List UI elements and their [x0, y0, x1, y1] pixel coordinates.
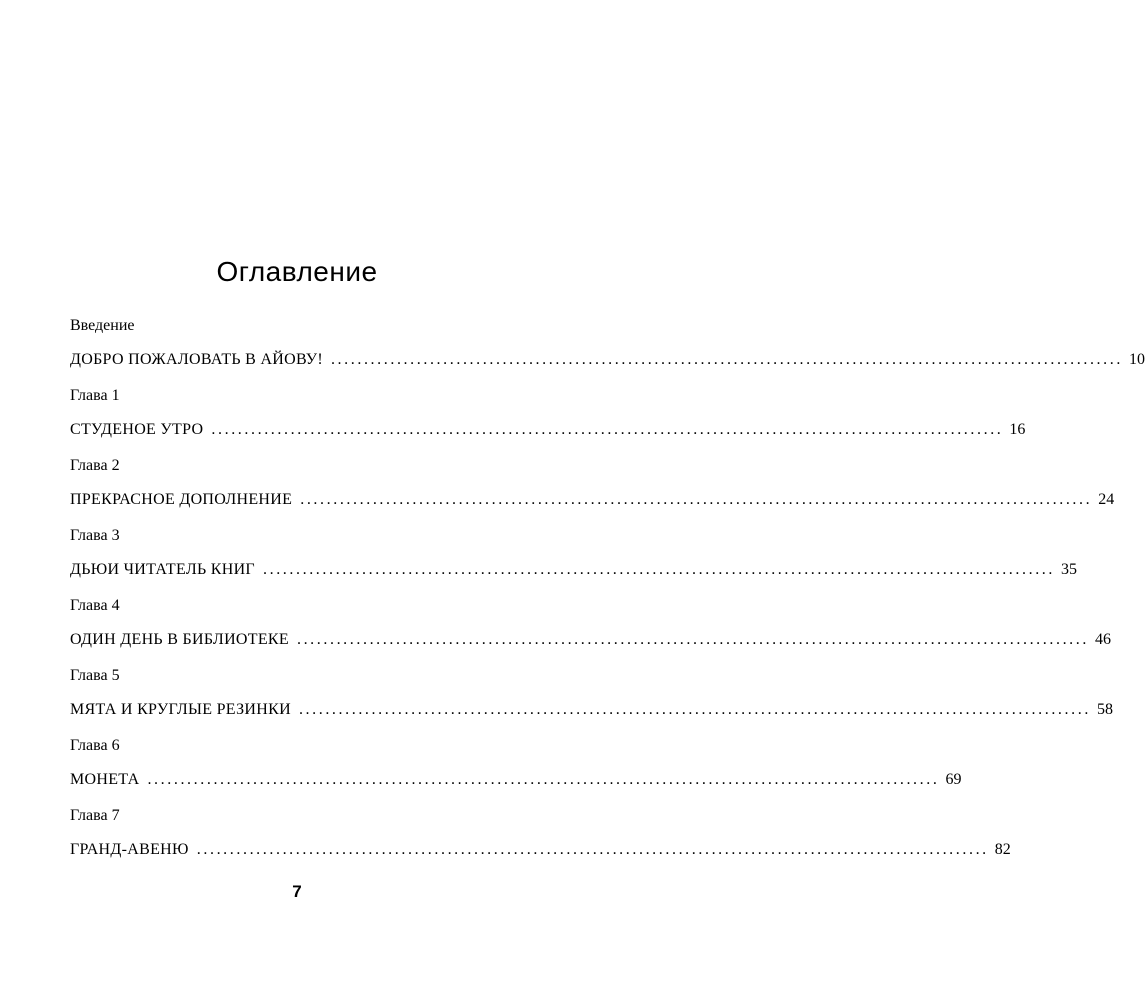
toc-entry	[70, 666, 1113, 736]
chapter-label: Глава 6	[70, 737, 120, 754]
toc-list	[70, 316, 1145, 876]
toc-entry	[70, 386, 1026, 456]
chapter-line[interactable]	[70, 419, 1026, 441]
chapter-title: СТУДЕНОЕ УТРО	[70, 421, 204, 438]
chapter-label: Введение	[70, 317, 135, 334]
page-number: 69	[945, 771, 962, 788]
chapter-title: МОНЕТА	[70, 771, 140, 788]
toc-entry	[70, 596, 1111, 666]
chapter-label: Глава 7	[70, 807, 120, 824]
page-number: 58	[1096, 701, 1113, 718]
chapter-title: ПРЕКРАСНОЕ ДОПОЛНЕНИЕ	[70, 491, 293, 508]
chapter-label: Глава 1	[70, 387, 120, 404]
chapter-line[interactable]	[70, 769, 962, 791]
chapter-line[interactable]	[70, 839, 1011, 861]
dot-leader: ........................................................................................................................	[196, 841, 989, 858]
chapter-title: ДОБРО ПОЖАЛОВАТЬ В АЙОВУ!	[70, 351, 323, 368]
chapter-label: Глава 5	[70, 667, 120, 684]
chapter-title: ДЬЮИ ЧИТАТЕЛЬ КНИГ	[70, 561, 255, 578]
chapter-line[interactable]	[70, 699, 1113, 721]
toc-entry	[70, 806, 1011, 876]
dot-leader: ........................................................................................................................	[330, 351, 1123, 368]
page-number: 10	[1128, 351, 1145, 368]
dot-leader: ........................................................................................................................	[263, 561, 1055, 578]
dot-leader: ........................................................................................................................	[300, 491, 1093, 508]
page-number: 82	[994, 841, 1011, 858]
page-number: 35	[1061, 561, 1077, 578]
toc-heading: Оглавление	[216, 256, 378, 287]
chapter-label: Глава 2	[70, 457, 120, 474]
toc-entry	[70, 736, 962, 806]
chapter-label: Глава 4	[70, 597, 120, 614]
chapter-line[interactable]	[70, 559, 1077, 581]
chapter-title: ГРАНД-АВЕНЮ	[70, 841, 189, 858]
chapter-title: ОДИН ДЕНЬ В БИБЛИОТЕКЕ	[70, 631, 289, 648]
page-number: 24	[1098, 491, 1115, 508]
chapter-line[interactable]	[70, 629, 1111, 651]
dot-leader: ........................................................................................................................	[211, 421, 1004, 438]
chapter-line[interactable]	[70, 489, 1115, 511]
chapter-title: МЯТА И КРУГЛЫЕ РЕЗИНКИ	[70, 701, 291, 718]
page-number: 46	[1094, 631, 1111, 648]
dot-leader: ........................................................................................................................	[296, 631, 1089, 648]
toc-entry	[70, 316, 1145, 386]
page-folio-number: 7	[292, 882, 302, 901]
dot-leader: ........................................................................................................................	[147, 771, 940, 788]
chapter-label: Глава 3	[70, 527, 120, 544]
chapter-line[interactable]	[70, 349, 1145, 371]
dot-leader: ........................................................................................................................	[298, 701, 1091, 718]
toc-entry	[70, 456, 1115, 526]
toc-entry	[70, 526, 1077, 596]
page-number: 16	[1009, 421, 1026, 438]
